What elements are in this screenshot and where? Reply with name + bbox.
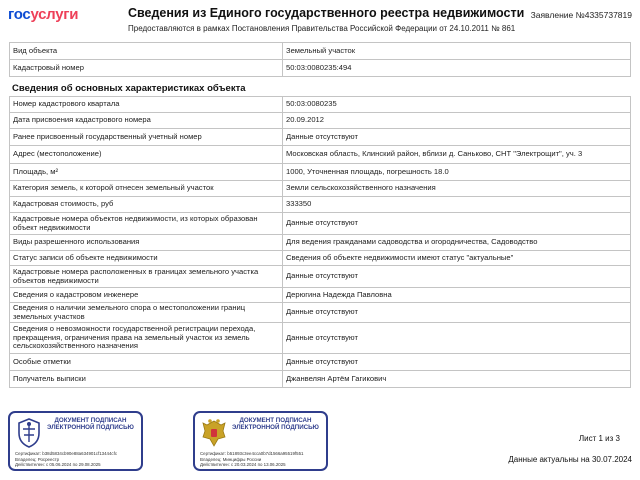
table-row [10, 197, 631, 213]
section-title: Сведения об основных характеристиках объекта [12, 83, 246, 94]
table-row [10, 323, 631, 354]
field-value: Дерюгина Надежда Павловна [283, 288, 631, 303]
table-row [10, 288, 631, 303]
table-row [10, 266, 631, 288]
field-label: Кадастровые номера объектов недвижимости, из которых образован объект недвижимости [10, 213, 283, 235]
document-title: Сведения из Единого государственного реестра недвижимости [128, 6, 525, 20]
field-value: 1000, Уточненная площадь, погрешность 18.0 [283, 164, 631, 181]
field-value: Данные отсутствуют [283, 213, 631, 235]
table-row [10, 181, 631, 197]
field-label: Кадастровый номер [10, 60, 283, 77]
stamp-certificate: Сертификат: b38d5834cb90e88a634901cf13444cfc [15, 451, 118, 456]
table-row [10, 213, 631, 235]
field-label: Кадастровая стоимость, руб [10, 197, 283, 213]
signature-stamp-rosreestr [8, 411, 143, 471]
field-label: Сведения о наличии земельного спора о местоположении границ земельных участков [10, 303, 283, 323]
table-row [10, 164, 631, 181]
field-value: Джанвелян Артём Гагикович [283, 371, 631, 388]
stamp-title: ДОКУМЕНТ ПОДПИСАН ЭЛЕКТРОННОЙ ПОДПИСЬЮ [47, 417, 134, 432]
table-row [10, 371, 631, 388]
field-value: Данные отсутствуют [283, 129, 631, 146]
logo-part-uslugi: услуги [30, 6, 79, 23]
field-label [10, 164, 283, 181]
field-label: Вид объекта [10, 43, 283, 60]
statement-number: Заявление №4335737819 [530, 10, 632, 20]
field-label: Особые отметки [10, 354, 283, 371]
field-label: Сведения о невозможности государственной регистрации перехода, прекращения, ограничения права на земельный участок из земель сельскохозяйственного назначения [10, 323, 283, 354]
area-label-text: Площадь, м² [13, 166, 59, 176]
table-row [10, 303, 631, 323]
data-actual-date: Данные актуальны на 30.07.2024 [508, 455, 632, 464]
document-subtitle: Предоставляются в рамках Постановления Правительства Российской Федерации от 24.10.2011 № 861 [128, 24, 516, 33]
table-row [10, 113, 631, 129]
stamp-validity: Действителен: с 20.03.2024 по 13.06.2025 [200, 462, 286, 468]
field-value: Данные отсутствуют [283, 354, 631, 371]
table-row [10, 97, 631, 113]
stamp-owner: Владелец: Минцифры России [200, 456, 262, 462]
document-header [0, 0, 640, 38]
logo-part-gos: гос [8, 6, 31, 23]
field-value: Данные отсутствуют [283, 303, 631, 323]
field-value: Московская область, Клинский район, вблизи д. Саньково, СНТ "Электрощит", уч. 3 [283, 146, 631, 164]
field-value: 50:03:0080235:494 [283, 60, 631, 77]
page-counter: Лист 1 из 3 [578, 434, 620, 443]
characteristics-table [9, 96, 631, 388]
field-value: 20.09.2012 [283, 113, 631, 129]
stamp-owner: Владелец: Росреестр [15, 456, 60, 462]
field-label: Адрес (местоположение) [10, 146, 283, 164]
table-row [10, 129, 631, 146]
field-value: 50:03:0080235 [283, 97, 631, 113]
stamp-details [15, 451, 137, 468]
field-label: Дата присвоения кадастрового номера [10, 113, 283, 129]
rosreestr-emblem-icon [16, 417, 42, 449]
field-label: Статус записи об объекте недвижимости [10, 251, 283, 266]
signature-stamp-mintsifry [193, 411, 328, 471]
field-label: Кадастровые номера расположенных в границах земельного участка объектов недвижимости [10, 266, 283, 288]
object-table [9, 42, 631, 77]
table-row [10, 146, 631, 164]
field-value: Данные отсутствуют [283, 266, 631, 288]
field-value: Земли сельскохозяйственного назначения [283, 181, 631, 197]
table-row [10, 43, 631, 60]
field-label: Ранее присвоенный государственный учетный номер [10, 129, 283, 146]
gosuslugi-logo[interactable] [8, 6, 78, 23]
field-label: Виды разрешенного использования [10, 235, 283, 251]
table-row [10, 60, 631, 77]
field-value: Данные отсутствуют [283, 323, 631, 354]
field-label: Получатель выписки [10, 371, 283, 388]
stamp-certificate: Сертификат: b51893c3ee4cca0b7d1566a95519f551 [200, 451, 304, 456]
table-row [10, 235, 631, 251]
stamp-title: ДОКУМЕНТ ПОДПИСАН ЭЛЕКТРОННОЙ ПОДПИСЬЮ [232, 417, 319, 432]
table-row [10, 354, 631, 371]
field-value: Земельный участок [283, 43, 631, 60]
table-row [10, 251, 631, 266]
coat-of-arms-icon [201, 417, 227, 449]
field-label: Номер кадастрового квартала [10, 97, 283, 113]
field-value: 333350 [283, 197, 631, 213]
field-label: Категория земель, к которой отнесен земельный участок [10, 181, 283, 197]
field-value: Сведения об объекте недвижимости имеют статус "актуальные" [283, 251, 631, 266]
stamp-details [200, 451, 322, 468]
field-label: Сведения о кадастровом инженере [10, 288, 283, 303]
field-value: Для ведения гражданами садоводства и огородничества, Садоводство [283, 235, 631, 251]
stamp-validity: Действителен: с 05.06.2024 по 29.08.2025 [15, 462, 101, 468]
